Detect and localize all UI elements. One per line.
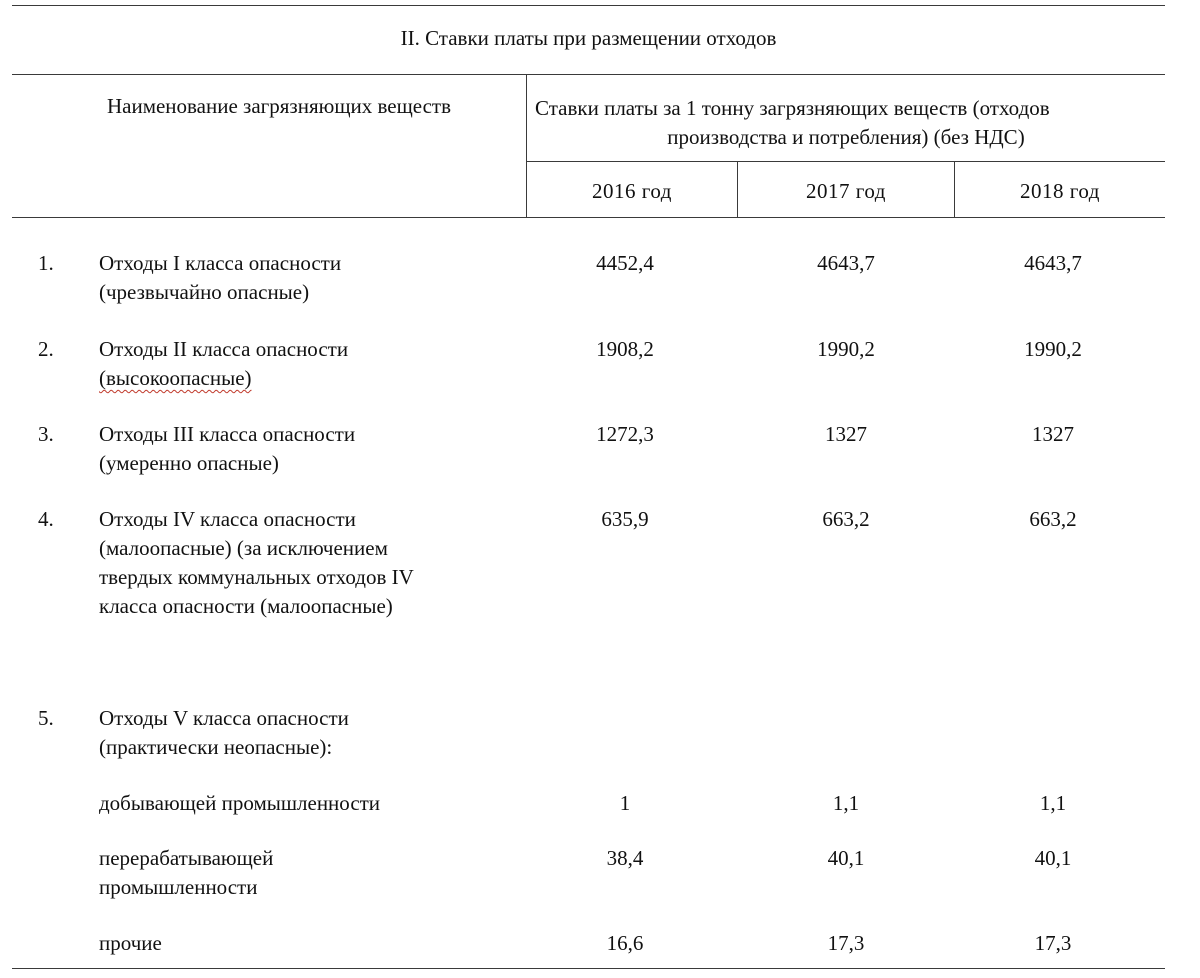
row-name-line: (умеренно опасные) [99,451,279,475]
value-2016: 38,4 [606,846,644,870]
header-year-2018: 2018 год [1020,179,1100,203]
header-name-column: Наименование загрязняющих веществ [106,94,452,118]
row-name-line: Отходы II класса опасности [99,337,349,361]
header-rates-line-2: производства и потребления) (без НДС) [667,125,1025,149]
row-name-line: (практически неопасные): [99,735,333,759]
value-2016: 1908,2 [596,337,654,361]
row-name-line: Отходы III класса опасности [99,422,356,446]
value-2016: 1 [619,791,631,815]
row-number: 1. [38,251,54,275]
header-top-rule [12,74,1165,75]
value-2018: 1327 [1032,422,1074,446]
value-2016: 1272,3 [596,422,654,446]
value-2018: 40,1 [1034,846,1072,870]
header-rates-line-1: Ставки платы за 1 тонну загрязняющих веществ (отходов [535,96,1050,120]
value-2018: 1,1 [1039,791,1067,815]
header-year-2017: 2017 год [806,179,886,203]
value-2017: 17,3 [827,931,865,955]
bottom-rule [12,968,1165,969]
value-2016: 635,9 [601,507,649,531]
value-2017: 40,1 [827,846,865,870]
value-2016: 4452,4 [596,251,654,275]
subrow-name-line: перерабатывающей [99,846,274,870]
value-2018: 1990,2 [1024,337,1082,361]
header-year-2016: 2016 год [592,179,672,203]
value-2016: 16,6 [606,931,644,955]
table-title: II. Ставки платы при размещении отходов [400,26,777,50]
row-number: 5. [38,706,54,730]
value-2018: 663,2 [1029,507,1077,531]
subrow-name-line: прочие [99,931,162,955]
row-name-line: класса опасности (малоопасные) [99,594,393,618]
rates-header-rule [527,161,1165,162]
row-name-line: Отходы I класса опасности [99,251,342,275]
row-number: 2. [38,337,54,361]
value-2017: 1990,2 [817,337,875,361]
row-number: 4. [38,507,54,531]
value-2017: 4643,7 [817,251,875,275]
row-name-line: Отходы V класса опасности [99,706,349,730]
value-2017: 663,2 [822,507,870,531]
row-name-line: (малоопасные) (за исключением [99,536,388,560]
subrow-name-line: добывающей промышленности [99,791,381,815]
row-name-line: (высокоопасные) [99,366,252,390]
header-bottom-rule [12,217,1165,218]
subrow-name-line: промышленности [99,875,258,899]
value-2018: 4643,7 [1024,251,1082,275]
value-2017: 1,1 [832,791,860,815]
top-rule [12,5,1165,6]
row-name-line: Отходы IV класса опасности [99,507,356,531]
value-2018: 17,3 [1034,931,1072,955]
row-name-line: (чрезвычайно опасные) [99,280,310,304]
row-name-line: твердых коммунальных отходов IV [99,565,414,589]
row-number: 3. [38,422,54,446]
value-2017: 1327 [825,422,867,446]
